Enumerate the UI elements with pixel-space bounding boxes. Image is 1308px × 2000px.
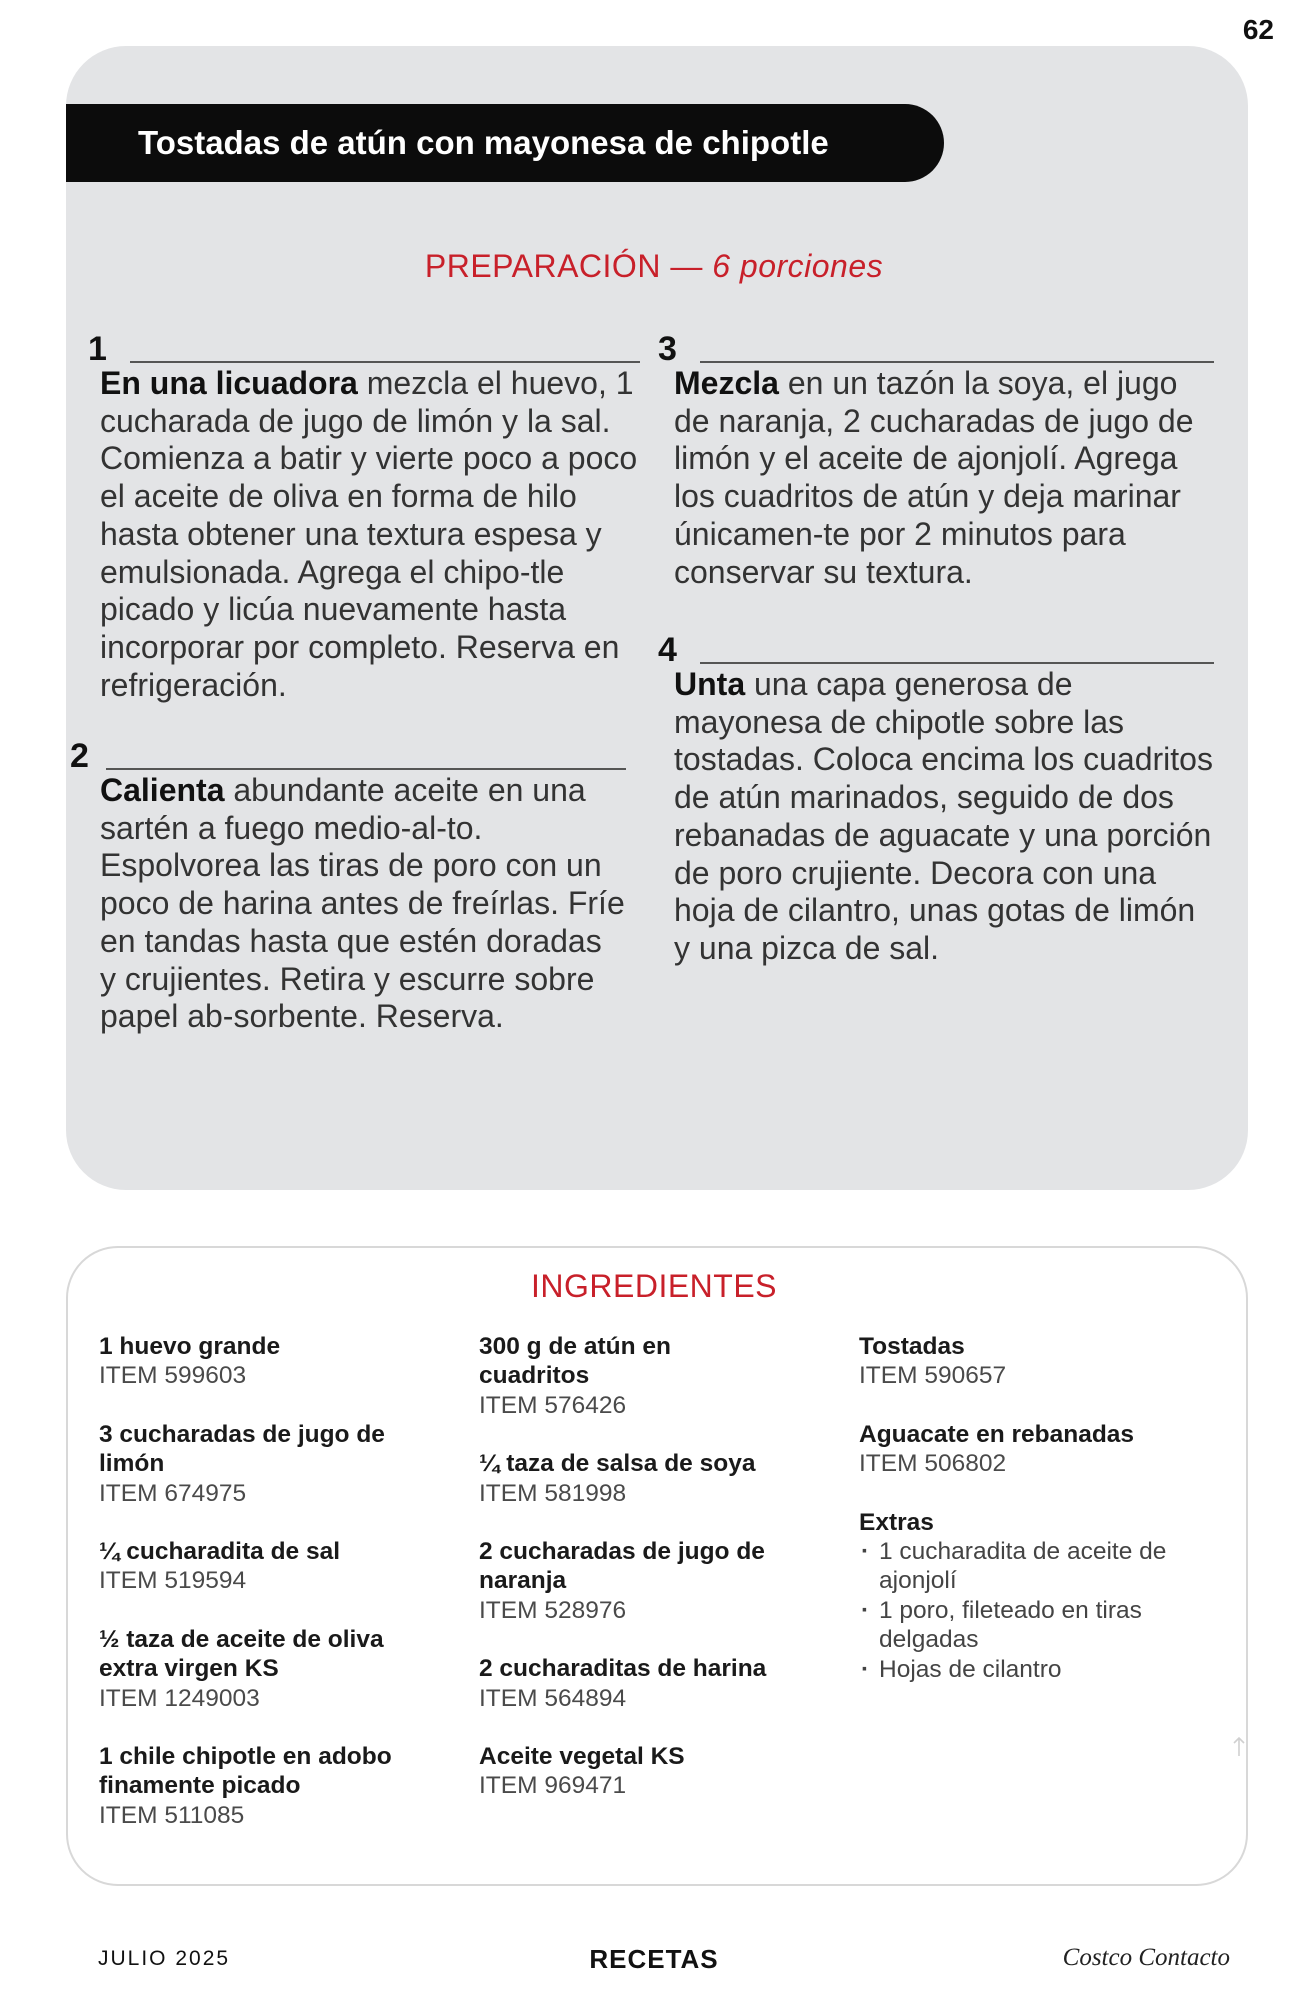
step-text [658, 666, 1214, 968]
ingredient-item-code: ITEM 511085 [99, 1801, 245, 1829]
step-number: 2 [70, 737, 89, 775]
ingredient-item [479, 1449, 819, 1508]
ingredient-item-code: ITEM 506802 [859, 1450, 1007, 1478]
arrow-up-icon [1232, 1736, 1246, 1758]
ingredient-item [859, 1420, 1189, 1479]
step-lead: Calienta [100, 772, 225, 808]
step-4 [658, 631, 1214, 968]
step-divider [700, 361, 1214, 363]
step-2 [70, 737, 626, 1036]
ingredient-name: 2 cucharadas de jugo de naranja [479, 1538, 765, 1595]
ingredient-item-code: ITEM 581998 [479, 1479, 627, 1507]
extras-item: · 1 poro, fileteado en tiras delgadas [859, 1596, 1179, 1655]
ingredient-name: 300 g de atún en cuadritos [479, 1333, 671, 1390]
ingredient-name: Aguacate en rebanadas [859, 1420, 1135, 1448]
step-text [70, 772, 626, 1036]
ingredient-name: 1 huevo grande [99, 1333, 281, 1360]
preparation-heading [0, 248, 1308, 285]
ingredient-item-code: ITEM 564894 [479, 1684, 627, 1712]
ingredient-item-code: ITEM 528976 [479, 1596, 627, 1624]
step-divider [700, 662, 1214, 664]
step-text [88, 365, 640, 704]
ingredient-name: ¼ cucharadita de sal [99, 1538, 341, 1566]
ingredient-item [479, 1654, 819, 1713]
step-body: abundante aceite en una sartén a fuego medio-al-to. Espolvorea las tiras de poro con un poco de harina antes de freírlas. Fríe en tandas hasta que estén doradas y crujientes. Retira y escurre sobre papel ab-sorbente. Reserva. [100, 772, 625, 1035]
ingredient-item [99, 1742, 439, 1830]
ingredient-name: 3 cucharadas de jugo de limón [99, 1420, 385, 1478]
extras-item: · 1 cucharadita de aceite de ajonjolí [859, 1537, 1169, 1596]
extras-block [859, 1508, 1189, 1684]
recipe-title: Tostadas de atún con mayonesa de chipotle [66, 104, 944, 182]
step-body: en un tazón la soya, el jugo de naranja, 2 cucharadas de jugo de limón y el aceite de ajonjolí. Agrega los cuadritos de atún y deja marinar únicamen-te por 2 minutos para conservar su textura. [674, 365, 1194, 590]
ingredient-item [859, 1332, 1189, 1391]
ingredient-name: ½ taza de aceite de oliva extra virgen KS [99, 1625, 384, 1683]
ingredient-name: Tostadas [859, 1333, 965, 1360]
ingredients-heading: INGREDIENTES [530, 1268, 778, 1304]
ingredients-column-2 [479, 1332, 819, 1830]
step-lead: Unta [674, 666, 746, 702]
ingredient-item-code: ITEM 674975 [99, 1479, 247, 1507]
step-number: 3 [658, 330, 677, 368]
ingredient-item-code: ITEM 969471 [479, 1772, 627, 1800]
ingredient-item-code: ITEM 519594 [99, 1567, 247, 1595]
ingredient-item [99, 1625, 439, 1713]
footer-date: JULIO 2025 [98, 1947, 231, 1970]
step-body: mezcla el huevo, 1 cucharada de jugo de limón y la sal. Comienza a batir y vierte poco a poco el aceite de oliva en forma de hilo hasta obtener una textura espesa y emulsionada. Agrega el chipo-tle picado y licúa nuevamente hasta incorporar por completo. Reserva en refrigeración. [100, 365, 638, 703]
servings-label: 6 porciones [712, 248, 884, 284]
ingredient-item [99, 1537, 439, 1596]
extras-title: Extras [859, 1508, 934, 1536]
extras-list [859, 1537, 1189, 1684]
ingredient-item-code: ITEM 576426 [479, 1391, 627, 1419]
step-lead: En una licuadora [100, 365, 358, 401]
page-number: 62 [1242, 14, 1274, 45]
ingredient-name: 2 cucharaditas de harina [479, 1655, 767, 1683]
step-body: una capa generosa de mayonesa de chipotle sobre las tostadas. Coloca encima los cuadritos de atún marinados, seguido de dos rebanadas de aguacate y una porción de poro crujiente. Decora con una hoja de cilantro, unas gotas de limón y una pizca de sal. [674, 666, 1213, 966]
preparation-label: PREPARACIÓN — [424, 248, 703, 284]
step-number: 1 [88, 330, 107, 368]
ingredient-item-code: ITEM 599603 [99, 1362, 247, 1390]
step-text [658, 365, 1214, 591]
step-1 [88, 330, 640, 704]
step-lead: Mezcla [674, 365, 779, 401]
ingredient-item-code: ITEM 590657 [859, 1362, 1007, 1390]
ingredient-item-code: ITEM 1249003 [99, 1684, 260, 1712]
step-number: 4 [658, 631, 677, 669]
ingredient-item [479, 1537, 819, 1625]
ingredient-name: ¼ taza de salsa de soya [479, 1450, 756, 1478]
ingredients-column-3 [859, 1332, 1189, 1684]
ingredient-item [479, 1742, 819, 1801]
ingredient-name: Aceite vegetal KS [479, 1743, 685, 1771]
step-divider [106, 768, 626, 770]
ingredient-name: 1 chile chipotle en adobo finamente picado [99, 1743, 392, 1800]
ingredient-item [99, 1420, 439, 1508]
footer-brand: Costco Contacto [1062, 1944, 1230, 1971]
footer-section-title: RECETAS [589, 1944, 719, 1974]
ingredients-column-1 [99, 1332, 439, 1859]
step-3 [658, 330, 1214, 591]
ingredient-item [479, 1332, 819, 1420]
ingredient-item [99, 1332, 439, 1391]
step-divider [130, 361, 640, 363]
extras-item: · Hojas de cilantro [859, 1655, 1189, 1684]
